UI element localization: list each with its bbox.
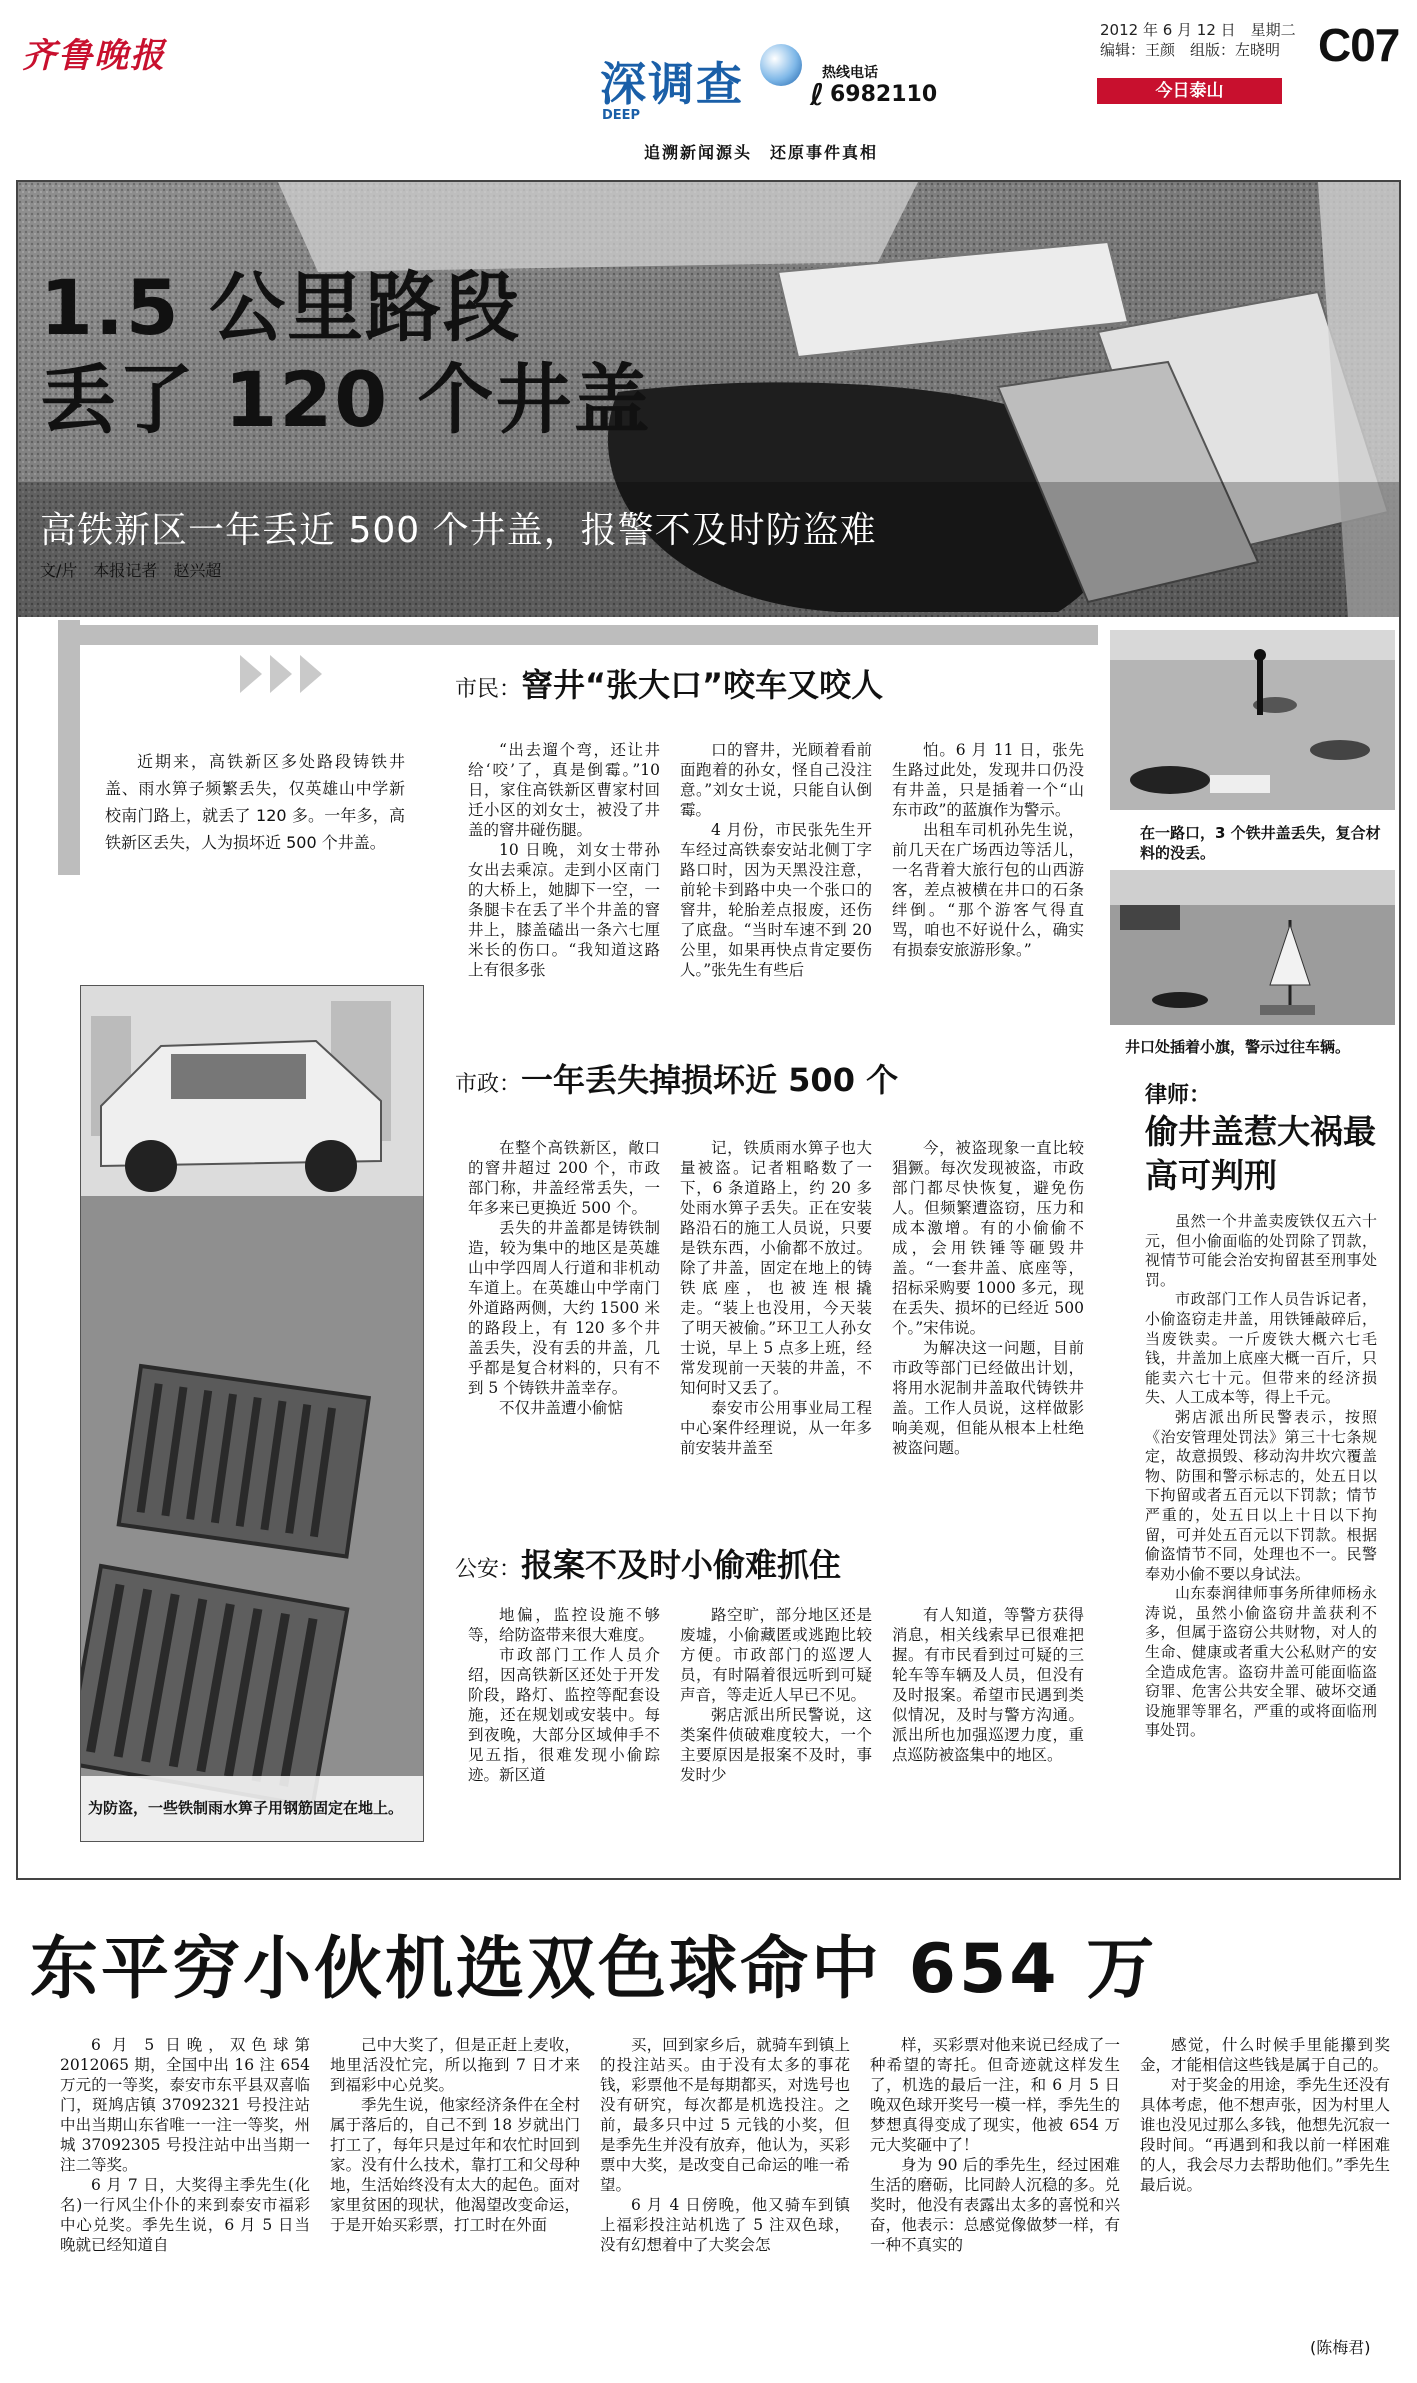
lead-intro-text: 近期来，高铁新区多处路段铸铁井盖、雨水箅子频繁丢失，仅英雄山中学新校南门路上，就丢了 120 多。一年多，高铁新区丢失，人为损坏近 500 个井盖。 [105,752,405,852]
second-col4 [870,2035,1120,2335]
second-col5-text-para-2: 对于奖金的用途，季先生还没有具体考虑，他不想声张，因为村里人谁也没见过那么多钱，他想先沉寂一段时间。“再遇到和我以前一样困难的人，我会尽力去帮助他们。”季先生最后说。 [1140,2076,1390,2194]
open-manhole-2 [1310,740,1370,760]
section-municipal-col1-text-para-1: 在整个高铁新区，敞口的窨井超过 200 个，市政部门称，井盖经常丢失，一年多来已更换近 500 个。 [468,1139,660,1217]
section-municipal-col2-text-para-1: 记，铁质雨水箅子也大量被盗。记者粗略数了一下，6 条道路上，约 20 多处雨水箅子丢失。正在安装路沿石的施工人员说，只要是铁东西，小偷都不放过。除了井盖，固定在地上的铸铁底座，也被连根撬走。“装上也没用，今天装了明天被偷。”环卫工人孙女士说，早上 5 点多上班，经常发现前一天装的井盖，不知何时又丢了。 [680,1139,872,1397]
page-date: 2012 年 6 月 12 日 [1100,21,1236,39]
second-col1-text-para-2: 6 月 7 日，大奖得主季先生(化名)一行风尘仆仆的来到泰安市福彩中心兑奖。季先生说，6 月 5 日当晚就已经知道自 [60,2176,310,2254]
section-municipal-col1-text-para-2: 丢失的井盖都是铸铁制造，较为集中的地区是英雄山中学四周人行道和非机动车道上。在英雄山中学南门外道路两侧，大约 1500 米的路段上，有 120 多个井盖丢失，没有丢的井盖，几乎都是复合材料的，只有不到 5 个铸铁井盖幸存。 [468,1219,660,1397]
section-municipal-col3-text-para-1: 今，被盗现象一直比较猖獗。每次发现被盗，市政部门都尽快恢复，避免伤人。但频繁遭盗窃，压力和成本激增。有的小偷偷不成，会用铁锤等砸毁井盖。“一套井盖、底座等，招标采购要 1000 多元，现在丢失、损坏的已经近 500 个。”宋伟说。 [892,1139,1084,1337]
region-badge: 今日泰山 [1097,78,1282,104]
section-citizen-col1 [468,740,660,1025]
photo-intersection [1110,630,1395,810]
decor-bar-horizontal [58,625,1098,645]
open-manhole [1152,992,1208,1008]
slab [1210,775,1270,793]
suv-wheel-rear [305,1140,357,1192]
left-photo-caption: 为防盗，一些铁制雨水箅子用钢筋固定在地上。 [88,1799,404,1817]
second-col1-text-para-1: 6 月 5 日晚，双色球第 2012065 期，全国中出 16 注 654 万元的一等奖，泰安市东平县双喜临门，斑鸠店镇 37092321 号投注站中出当期山东省唯一一注一等奖，州城 37092305 号投注站中出当期一注二等奖。 [60,2036,310,2174]
section-police-col1-text-para-2: 市政部门工作人员介绍，因高铁新区还处于开发阶段，路灯、监控等配套设施，还在规划或安装中。每到夜晚，大部分区域伸手不见五指，很难发现小偷踪迹。新区道 [468,1646,660,1784]
grate-1 [119,1366,369,1556]
section-municipal-col1-text-para-3: 不仅井盖遭小偷惦 [499,1399,624,1417]
section-municipal-label: 市政： [455,1072,522,1097]
second-col3 [600,2035,850,2335]
section-police-col2-text-para-2: 粥店派出所民警说，这类案件侦破难度较大，一个主要原因是报案不及时，事发时少 [680,1706,872,1784]
background [1110,630,1395,660]
lawyer-body-text-para-1: 虽然一个井盖卖废铁仅五六十元，但小偷面临的处罚除了罚款，视情节可能会治安拘留甚至刑事处罚。 [1145,1212,1377,1289]
hotline-number: 6982110 [830,82,938,107]
lawyer-body [1145,1212,1377,1847]
lawyer-body-text-para-2: 市政部门工作人员告诉记者，小偷盗窃走井盖，用铁锤敲碎后，当废铁卖。一斤废铁大概六七毛钱，井盖加上底座大概一百斤，只能卖六七十元。但带来的经济损失、人工成本等，得上千元。 [1145,1290,1377,1407]
lawyer-body-text-para-3: 粥店派出所民警表示，按照《治安管理处罚法》第三十七条规定，故意损毁、移动沟井坎穴覆盖物、防围和警示标志的，处五日以下拘留或者五百元以下罚款；情节严重的，处五日以上十日以下拘留，可并处五百元以下罚款。根据偷盗情节不同，处理也不一。民警奉劝小偷不要以身试法。 [1145,1407,1377,1583]
section-police-label: 公安： [455,1557,522,1582]
second-col5 [1140,2035,1390,2295]
lead-headline [40,262,652,446]
column-logo-en: DEEP [602,108,641,123]
section-police-col3-text: 有人知道，等警方获得消息，相关线索早已很难把握。有市民看到过可疑的三轮车等车辆及人员，但没有及时报案。希望市民遇到类似情况，及时与警方沟通。派出所也加强巡逻力度，重点巡防被盗集中的地区。 [892,1606,1084,1764]
sky [1110,870,1395,905]
section-municipal-heading [455,1055,898,1101]
section-municipal-col2-text-para-2: 泰安市公用事业局工程中心案件经理说，从一年多前安装井盖至 [680,1399,872,1457]
mid-right-caption: 井口处插着小旗，警示过往车辆。 [1125,1038,1351,1056]
second-col2-text-para-2: 季先生说，他家经济条件在全村属于落后的，自己不到 18 岁就出门打工了，每年只是过年和农忙时回到家。没有什么技术，靠打工和父母种地，生活始终没有太大的起色。面对家里贫困的现状，他渴望改变命运，于是开始买彩票，打工时在外面 [330,2096,580,2234]
open-manhole-1 [1130,766,1210,794]
lawyer-title: 偷井盖惹大祸最高可判刑 [1145,1112,1376,1195]
section-citizen-col2-text-para-2: 4 月份，市民张先生开车经过高铁泰安站北侧丁字路口时，因为天黑没注意，前轮卡到路中央一个张口的窨井，轮胎差点报废，还伤了底盘。“当时车速不到 20 公里，如果再快点肯定要伤人。”张先生有些后 [680,821,872,979]
page-editor: 编辑：王颜 [1100,41,1176,59]
section-citizen-title: 窨井“张大口”咬车又咬人 [521,666,884,704]
page-number: C07 [1318,19,1400,71]
page-designer: 组版：左晓明 [1190,41,1281,59]
photo-flag-drawing [1110,870,1395,1025]
lawyer-label: 律师： [1145,1083,1212,1108]
section-police-col2-text-para-1: 路空旷，部分地区还是废墟，小偷藏匿或逃跑比较方便。市政部门的巡逻人员，有时隔着很远听到可疑声音，等走近人早已不见。 [680,1606,872,1704]
section-police-heading [455,1540,841,1586]
page-weekday: 星期二 [1250,21,1296,39]
section-police-col3 [892,1605,1084,1850]
section-police-col1-text-para-1: 地偏，监控设施不够等，给防盗带来很大难度。 [468,1606,660,1644]
lawyer-sidebar [1110,1070,1395,1071]
section-police-col1 [468,1605,660,1850]
section-municipal-col2 [680,1138,872,1548]
section-police-title: 报案不及时小偷难抓住 [521,1546,842,1584]
second-col2 [330,2035,580,2335]
section-citizen-col2 [680,740,872,1025]
section-citizen-col1-text-para-1: “出去遛个弯，还让井给‘咬’了，真是倒霉。”10 日，家住高铁新区曹家村回迁小区的刘女士，被没了井盖的窨井碰伤腿。 [468,741,660,839]
second-col2-text-para-1: 己中大奖了，但是正赶上麦收，地里活没忙完，所以拖到 7 日才来到福彩中心兑奖。 [330,2036,580,2094]
section-municipal-title: 一年丢失掉损坏近 500 个 [521,1061,899,1099]
photo-intersection-drawing [1110,630,1395,810]
section-citizen-heading [455,660,883,706]
second-headline: 东平穷小伙机选双色球命中 654 万 [30,1930,1158,2009]
suv-wheel-front [125,1140,177,1192]
second-col4-text-para-1: 样，买彩票对他来说已经成了一种希望的寄托。但奇迹就这样发生了，机选的最后一注，和 6 月 5 日晚双色球开奖号一模一样，季先生的梦想真得变成了现实，他被 654 万元大奖砸中了！ [870,2036,1120,2154]
lead-byline: 文/片 本报记者 赵兴超 [40,561,222,580]
section-citizen-col3-text-para-1: 怕。6 月 11 日，张先生路过此处，发现井口仍没有井盖，只是插着一个“山东市政”的蓝旗作为警示。 [892,741,1084,819]
section-citizen-col3-text-para-2: 出租车司机孙先生说，前几天在广场西边等活儿，一名背着大旅行包的山西游客，差点被横在井口的石条绊倒。“那个游客气得直骂，咱也不好说什么，确实有损泰安旅游形象。” [892,821,1084,959]
second-col3-text-para-2: 6 月 4 日傍晚，他又骑车到镇上福彩投注站机选了 5 注双色球，没有幻想着中了大奖会怎 [600,2196,850,2254]
page-meta [1100,20,1296,60]
lawyer-body-text-para-4: 山东泰润律师事务所律师杨永涛说，虽然小偷盗窃井盖获利不多，但属于盗窃公共财物，对人的生命、健康或者重大公私财产的安全造成危害。盗窃井盖可能面临盗窃罪、危害公共安全罪、破坏交通设施罪等罪名，严重的或将面临刑事处罚。 [1145,1584,1377,1740]
sky-haze [278,182,918,272]
second-col3-text-para-1: 买，回到家乡后，就骑车到镇上的投注站买。由于没有太多的事花钱，彩票他不是每期都买，对选号也没有研究，每次都是机选投注。之前，最多只中过 5 元钱的小奖，但是季先生并没有放弃，他认为，买彩票中大奖，是改变自己命运的唯一希望。 [600,2036,850,2194]
section-police-col2 [680,1605,872,1850]
column-logo-title: 深调查 [600,57,744,111]
arrows-icon [240,655,330,693]
suv-windows [171,1054,306,1099]
photo-flag [1110,870,1395,1025]
car [1120,905,1180,930]
decor-bar-vertical [58,620,80,875]
magnifier-icon [760,44,802,86]
second-author: (陈梅君) [1310,2338,1371,2357]
masthead-logo: 齐鲁晚报 [22,36,166,76]
lead-headline-line1: 1.5 公里路段 [40,263,522,352]
phone-icon: ℓ [810,78,825,113]
second-col1 [60,2035,310,2335]
section-citizen-col2-text-para-1: 口的窨井，光顾着看前面跑着的孙女，怪自己没注意。”刘女士说，只能自认倒霉。 [680,741,872,819]
column-logo [600,48,950,178]
section-citizen-col3 [892,740,1084,1025]
flag-base [1260,1005,1315,1015]
section-municipal-col1 [468,1138,660,1548]
photo-grates-drawing [81,986,423,1841]
hotline-label: 热线电话 [822,65,878,81]
section-municipal-col3-text-para-2: 为解决这一问题，目前市政等部门已经做出计划，将用水泥制井盖取代铸铁井盖。工作人员说，这样做影响美观，但能从根本上杜绝被盗问题。 [892,1339,1084,1457]
second-col4-text-para-2: 身为 90 后的季先生，经过困难生活的磨砺，比同龄人沉稳的多。兑奖时，他没有表露出太多的喜悦和兴奋，他表示：总感觉像做梦一样，有一种不真实的 [870,2156,1120,2254]
photo-grates [80,985,424,1842]
lead-headline-line2: 丢了 120 个井盖 [40,355,652,444]
second-col5-text-para-1: 感觉，什么时候手里能攥到奖金，才能相信这些钱是属于自己的。 [1140,2036,1390,2074]
lead-intro [105,748,405,918]
section-citizen-col1-text-para-2: 10 日晚，刘女士带孙女出去乘凉。走到小区南门的大桥上，她脚下一空，一条腿卡在丢了半个井盖的窨井上，膝盖磕出一条六七厘米长的伤口。“我知道这路上有很多张 [468,841,660,979]
grate-2 [81,1566,347,1806]
section-municipal-col3 [892,1138,1084,1548]
top-right-caption: 在一路口，3 个铁井盖丢失，复合材料的没丢。 [1140,824,1381,862]
column-slogan: 追溯新闻源头 还原事件真相 [644,143,879,162]
section-citizen-label: 市民： [455,677,522,702]
lead-subtitle: 高铁新区一年丢近 500 个井盖，报警不及时防盗难 [40,510,877,551]
